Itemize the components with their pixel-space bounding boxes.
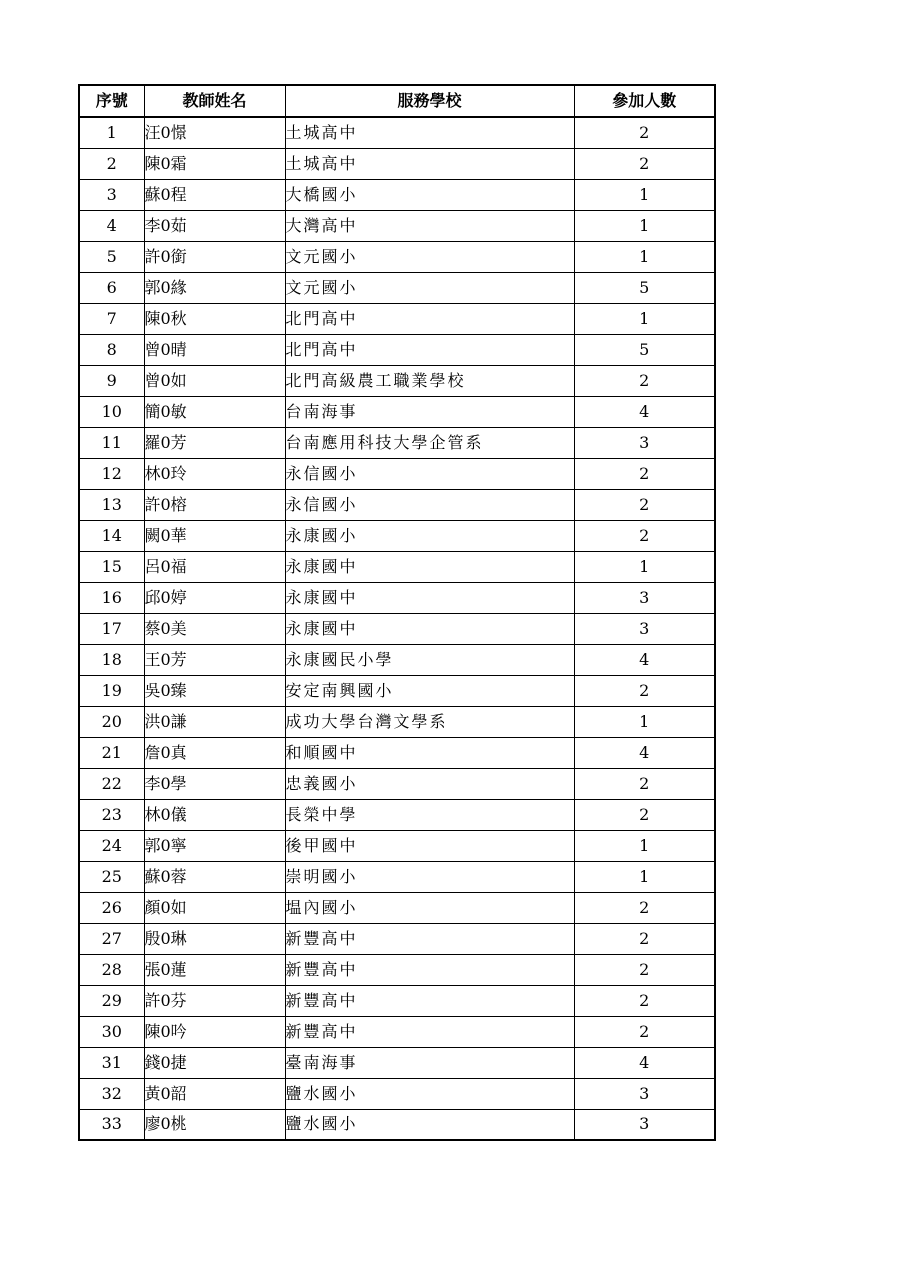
participant-count-cell: 1	[574, 179, 715, 210]
participant-count-cell: 3	[574, 582, 715, 613]
participant-count-cell: 2	[574, 892, 715, 923]
participant-count-cell: 1	[574, 551, 715, 582]
participant-count-cell: 2	[574, 923, 715, 954]
school-cell: 成功大學台灣文學系	[285, 706, 574, 737]
participant-count-cell: 1	[574, 303, 715, 334]
table-row	[79, 489, 715, 520]
teacher-name-cell: 羅0芳	[144, 427, 285, 458]
school-cell: 安定南興國小	[285, 675, 574, 706]
serial-number-cell: 29	[79, 985, 144, 1016]
table-row	[79, 241, 715, 272]
table-row	[79, 148, 715, 179]
teacher-name-cell: 陳0霜	[144, 148, 285, 179]
serial-number-cell: 20	[79, 706, 144, 737]
participant-count-cell: 1	[574, 241, 715, 272]
table-row	[79, 1047, 715, 1078]
participant-count-cell: 1	[574, 210, 715, 241]
participant-count-cell: 3	[574, 1078, 715, 1109]
serial-number-cell: 15	[79, 551, 144, 582]
participant-count-cell: 1	[574, 861, 715, 892]
teacher-name-cell: 陳0秋	[144, 303, 285, 334]
table-row	[79, 675, 715, 706]
participant-count-cell: 4	[574, 396, 715, 427]
table-row	[79, 768, 715, 799]
table-row	[79, 985, 715, 1016]
school-cell: 鹽水國小	[285, 1109, 574, 1140]
serial-number-cell: 19	[79, 675, 144, 706]
teacher-name-cell: 張0蓮	[144, 954, 285, 985]
teacher-name-cell: 殷0琳	[144, 923, 285, 954]
school-cell: 北門高中	[285, 334, 574, 365]
serial-number-cell: 23	[79, 799, 144, 830]
school-cell: 崇明國小	[285, 861, 574, 892]
serial-number-cell: 14	[79, 520, 144, 551]
teacher-name-cell: 李0茹	[144, 210, 285, 241]
participant-count-cell: 5	[574, 334, 715, 365]
participant-count-cell: 4	[574, 1047, 715, 1078]
participant-count-cell: 2	[574, 1016, 715, 1047]
serial-number-cell: 11	[79, 427, 144, 458]
participant-count-cell: 4	[574, 644, 715, 675]
teacher-name-cell: 吳0臻	[144, 675, 285, 706]
teacher-name-cell: 簡0敏	[144, 396, 285, 427]
serial-number-cell: 12	[79, 458, 144, 489]
school-cell: 長榮中學	[285, 799, 574, 830]
participant-count-cell: 2	[574, 117, 715, 148]
school-cell: 土城高中	[285, 148, 574, 179]
serial-number-cell: 16	[79, 582, 144, 613]
teacher-name-cell: 李0學	[144, 768, 285, 799]
teacher-name-cell: 許0芬	[144, 985, 285, 1016]
participant-count-cell: 2	[574, 365, 715, 396]
teacher-name-cell: 蔡0美	[144, 613, 285, 644]
table-header	[79, 85, 715, 117]
teacher-name-cell: 黃0韶	[144, 1078, 285, 1109]
school-cell: 忠義國小	[285, 768, 574, 799]
serial-number-cell: 26	[79, 892, 144, 923]
school-cell: 北門高中	[285, 303, 574, 334]
serial-number-cell: 1	[79, 117, 144, 148]
teacher-name-cell: 蘇0蓉	[144, 861, 285, 892]
serial-number-cell: 8	[79, 334, 144, 365]
participant-count-cell: 2	[574, 985, 715, 1016]
serial-number-cell: 31	[79, 1047, 144, 1078]
table-row	[79, 1109, 715, 1140]
table-row	[79, 830, 715, 861]
serial-number-cell: 28	[79, 954, 144, 985]
table-row	[79, 1016, 715, 1047]
school-cell: 永康國中	[285, 551, 574, 582]
table-row	[79, 210, 715, 241]
serial-number-cell: 9	[79, 365, 144, 396]
school-cell: 永信國小	[285, 489, 574, 520]
serial-number-cell: 25	[79, 861, 144, 892]
school-cell: 新豐高中	[285, 923, 574, 954]
participant-count-cell: 4	[574, 737, 715, 768]
teacher-name-cell: 曾0晴	[144, 334, 285, 365]
table-row	[79, 179, 715, 210]
participant-count-cell: 2	[574, 675, 715, 706]
participant-count-cell: 1	[574, 706, 715, 737]
table-row	[79, 644, 715, 675]
teacher-name-cell: 林0玲	[144, 458, 285, 489]
serial-number-cell: 21	[79, 737, 144, 768]
school-cell: 永信國小	[285, 458, 574, 489]
table-row	[79, 799, 715, 830]
table-row	[79, 892, 715, 923]
school-cell: 土城高中	[285, 117, 574, 148]
participant-count-cell: 2	[574, 458, 715, 489]
table-row	[79, 923, 715, 954]
table-row	[79, 334, 715, 365]
school-cell: 新豐高中	[285, 985, 574, 1016]
participant-count-cell: 2	[574, 954, 715, 985]
table-row	[79, 954, 715, 985]
school-cell: 和順國中	[285, 737, 574, 768]
participant-count-cell: 2	[574, 148, 715, 179]
participant-count-cell: 3	[574, 613, 715, 644]
teacher-name-cell: 汪0憬	[144, 117, 285, 148]
serial-number-cell: 30	[79, 1016, 144, 1047]
school-cell: 後甲國中	[285, 830, 574, 861]
serial-number-cell: 7	[79, 303, 144, 334]
header-teacher-name: 教師姓名	[144, 85, 285, 117]
teacher-name-cell: 詹0真	[144, 737, 285, 768]
school-cell: 新豐高中	[285, 1016, 574, 1047]
school-cell: 台南應用科技大學企管系	[285, 427, 574, 458]
table-row	[79, 737, 715, 768]
school-cell: 台南海事	[285, 396, 574, 427]
serial-number-cell: 2	[79, 148, 144, 179]
participant-count-cell: 2	[574, 520, 715, 551]
school-cell: 文元國小	[285, 272, 574, 303]
teacher-name-cell: 許0銜	[144, 241, 285, 272]
serial-number-cell: 32	[79, 1078, 144, 1109]
table-row	[79, 706, 715, 737]
school-cell: 永康國民小學	[285, 644, 574, 675]
serial-number-cell: 17	[79, 613, 144, 644]
participant-count-cell: 3	[574, 427, 715, 458]
school-cell: 文元國小	[285, 241, 574, 272]
teacher-name-cell: 邱0婷	[144, 582, 285, 613]
school-cell: 臺南海事	[285, 1047, 574, 1078]
teacher-name-cell: 闕0華	[144, 520, 285, 551]
serial-number-cell: 24	[79, 830, 144, 861]
table-row	[79, 427, 715, 458]
serial-number-cell: 22	[79, 768, 144, 799]
school-cell: 永康國中	[285, 582, 574, 613]
table-row	[79, 1078, 715, 1109]
serial-number-cell: 18	[79, 644, 144, 675]
teacher-name-cell: 林0儀	[144, 799, 285, 830]
table-row	[79, 520, 715, 551]
table-row	[79, 365, 715, 396]
table-row	[79, 117, 715, 148]
participant-count-cell: 2	[574, 799, 715, 830]
school-cell: 北門高級農工職業學校	[285, 365, 574, 396]
serial-number-cell: 3	[79, 179, 144, 210]
participant-count-cell: 2	[574, 768, 715, 799]
school-cell: 新豐高中	[285, 954, 574, 985]
teacher-name-cell: 蘇0程	[144, 179, 285, 210]
school-cell: 塭內國小	[285, 892, 574, 923]
teacher-name-cell: 許0榕	[144, 489, 285, 520]
teacher-name-cell: 洪0謙	[144, 706, 285, 737]
teacher-name-cell: 陳0吟	[144, 1016, 285, 1047]
table-row	[79, 861, 715, 892]
teacher-name-cell: 廖0桃	[144, 1109, 285, 1140]
school-cell: 大灣高中	[285, 210, 574, 241]
serial-number-cell: 33	[79, 1109, 144, 1140]
table-row	[79, 582, 715, 613]
school-cell: 大橋國小	[285, 179, 574, 210]
table-row	[79, 551, 715, 582]
teacher-roster-table	[78, 84, 716, 1141]
school-cell: 永康國中	[285, 613, 574, 644]
header-school: 服務學校	[285, 85, 574, 117]
participant-count-cell: 1	[574, 830, 715, 861]
participant-count-cell: 5	[574, 272, 715, 303]
table-row	[79, 396, 715, 427]
table-row	[79, 613, 715, 644]
teacher-name-cell: 呂0福	[144, 551, 285, 582]
participant-count-cell: 3	[574, 1109, 715, 1140]
teacher-name-cell: 郭0緣	[144, 272, 285, 303]
table-body	[79, 117, 715, 1140]
serial-number-cell: 13	[79, 489, 144, 520]
teacher-name-cell: 錢0捷	[144, 1047, 285, 1078]
table-row	[79, 458, 715, 489]
header-row	[79, 85, 715, 117]
teacher-name-cell: 顏0如	[144, 892, 285, 923]
serial-number-cell: 6	[79, 272, 144, 303]
table-row	[79, 272, 715, 303]
school-cell: 鹽水國小	[285, 1078, 574, 1109]
participant-count-cell: 2	[574, 489, 715, 520]
header-participant-count: 參加人數	[574, 85, 715, 117]
teacher-name-cell: 王0芳	[144, 644, 285, 675]
school-cell: 永康國小	[285, 520, 574, 551]
header-serial-number: 序號	[79, 85, 144, 117]
teacher-name-cell: 郭0寧	[144, 830, 285, 861]
serial-number-cell: 10	[79, 396, 144, 427]
table-row	[79, 303, 715, 334]
serial-number-cell: 4	[79, 210, 144, 241]
serial-number-cell: 5	[79, 241, 144, 272]
serial-number-cell: 27	[79, 923, 144, 954]
teacher-name-cell: 曾0如	[144, 365, 285, 396]
